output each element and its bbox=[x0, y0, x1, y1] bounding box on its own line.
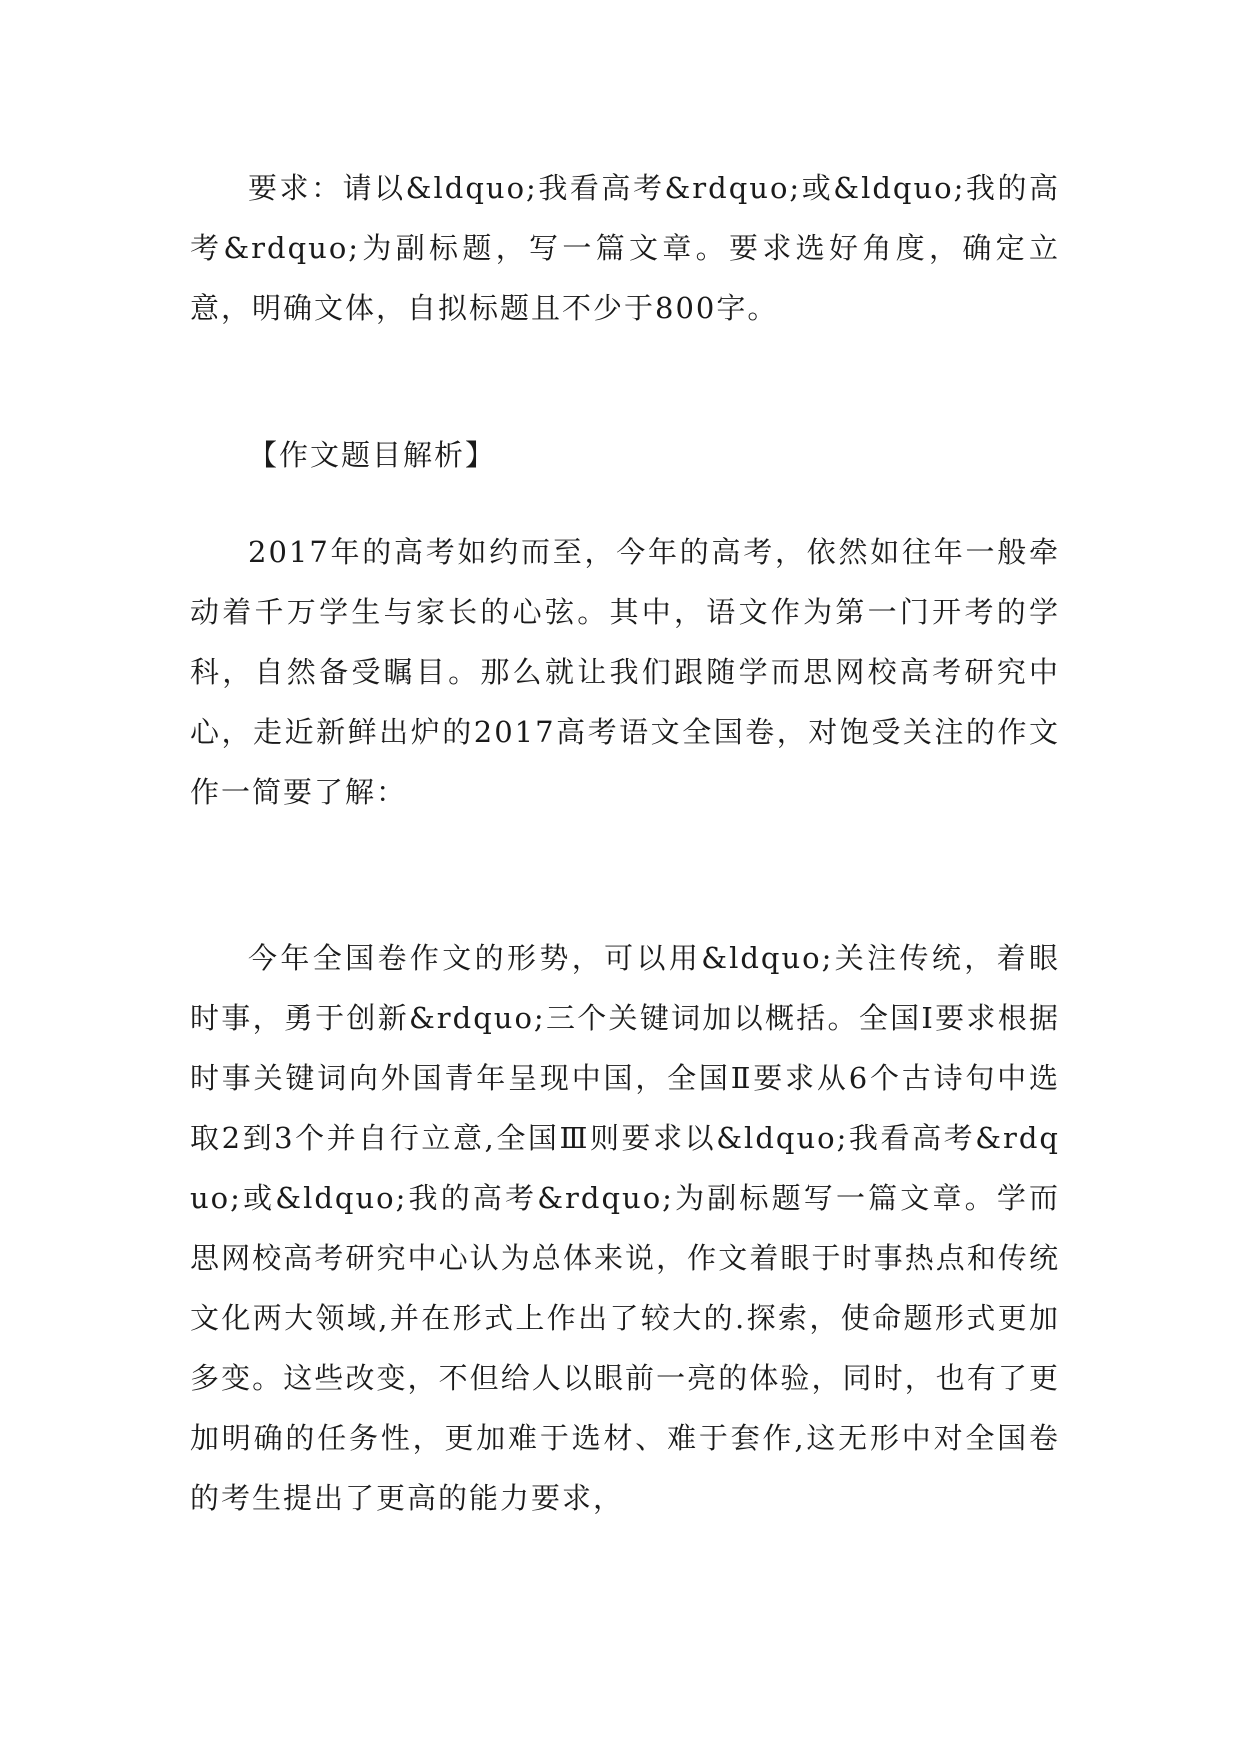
intro-paragraph: 2017年的高考如约而至，今年的高考，依然如往年一般牵动着千万学生与家长的心弦。其中，语文作为第一门开考的学科，自然备受瞩目。那么就让我们跟随学而思网校高考研究中心，走近新鲜出炉的2017高考语文全国卷，对饱受关注的作文作一简要了解： bbox=[190, 535, 1060, 809]
analysis-paragraph: 今年全国卷作文的形势，可以用&ldquo;关注传统，着眼时事，勇于创新&rdquo;三个关键词加以概括。全国Ⅰ要求根据时事关键词向外国青年呈现中国，全国Ⅱ要求从6个古诗句中选取2到3个并自行立意,全国Ⅲ则要求以&ldquo;我看高考&rdquo;或&ldquo;我的高考&rdquo;为副标题写一篇文章。学而思网校高考研究中心认为总体来说，作文着眼于时事热点和传统文化两大领域,并在形式上作出了较大的.探索，使命题形式更加多变。这些改变，不但给人以眼前一亮的体验，同时，也有了更加明确的任务性，更加难于选材、难于套作,这无形中对全国卷的考生提出了更高的能力要求， bbox=[190, 941, 1060, 1515]
requirement-paragraph: 要求：请以&ldquo;我看高考&rdquo;或&ldquo;我的高考&rdquo;为副标题，写一篇文章。要求选好角度，确定立意，明确文体，自拟标题且不少于800字。 bbox=[190, 171, 1060, 325]
section-heading: 【作文题目解析】 bbox=[248, 438, 497, 472]
document-body bbox=[190, 158, 1060, 1528]
